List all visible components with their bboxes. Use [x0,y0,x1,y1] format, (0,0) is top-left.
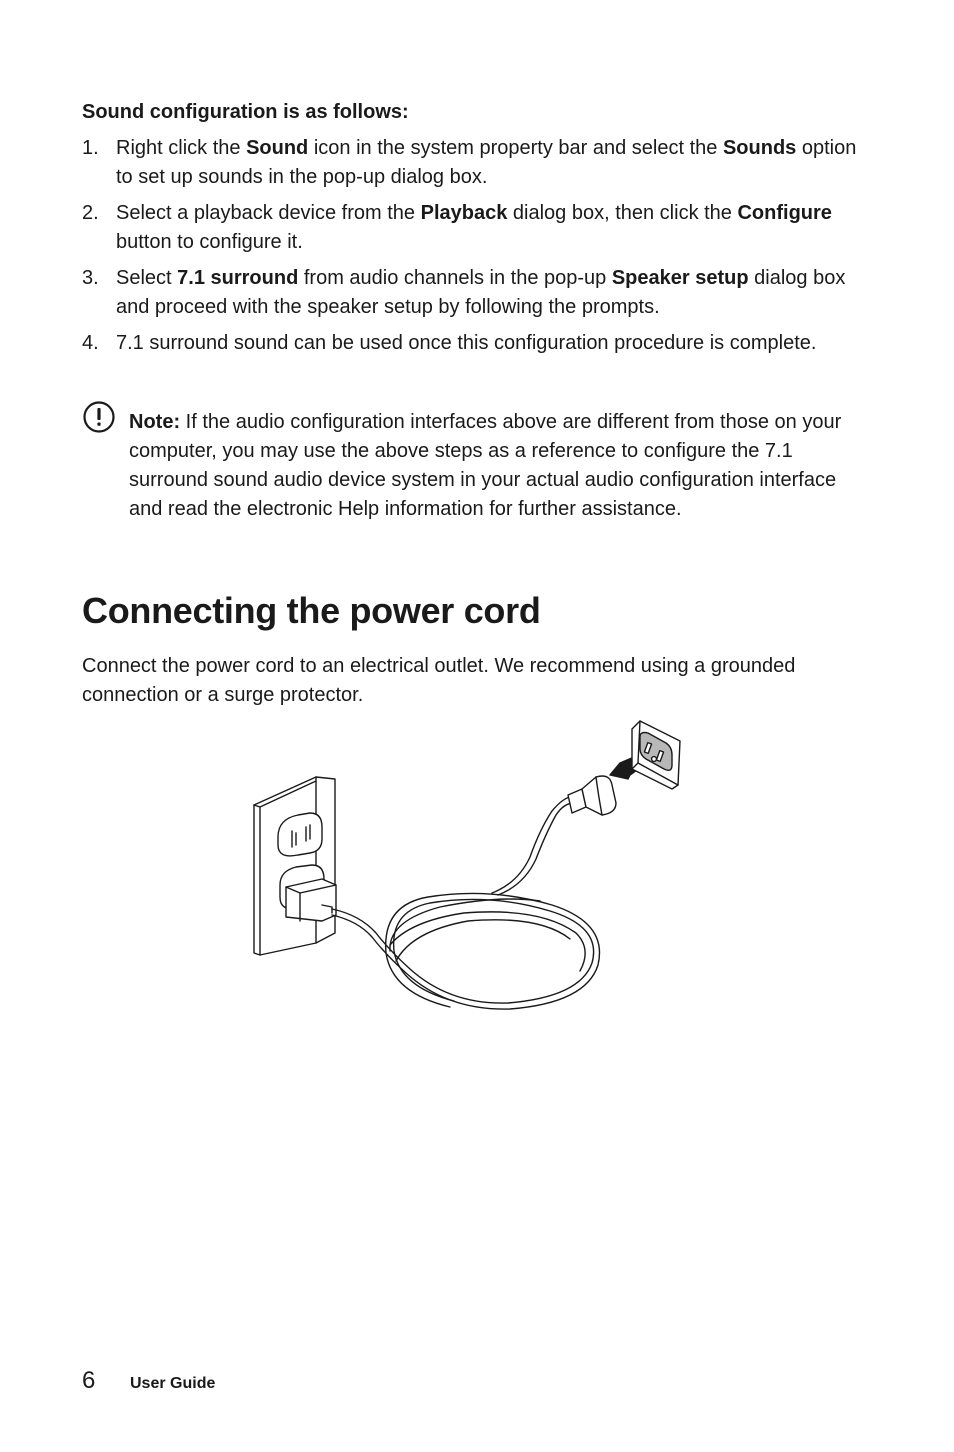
note-label: Note: [129,411,181,433]
steps-list [82,134,872,365]
ui-term: Sound [246,137,309,159]
ui-term: 7.1 surround [177,267,299,289]
footer-title: User Guide [130,1375,216,1392]
power-cord-illustration [240,715,700,1025]
list-item [82,134,872,192]
appliance-connector [568,776,616,815]
step-number: 1. [82,137,99,159]
cord-coil [332,797,600,1009]
ui-term: Configure [737,202,832,224]
section-heading: Connecting the power cord [82,590,541,631]
step-text: 7.1 surround sound can be used once this configuration procedure is complete. [116,332,817,354]
ui-term: Speaker setup [611,267,749,289]
list-item [82,264,872,322]
page-number: 6 [82,1367,96,1394]
step-number: 4. [82,332,99,354]
step-text: Right click the Sound icon in the system property bar and select the Sounds option to set up sounds in the pop-up dialog box. [116,137,857,188]
attention-icon [82,400,116,434]
wall-outlet-plate [254,777,336,955]
sound-config-intro: Sound configuration is as follows: [82,101,409,123]
page-footer [82,1366,482,1398]
note-text [129,400,872,524]
ui-term: Playback [420,202,508,224]
list-item [82,329,872,358]
note-block [82,400,872,524]
ui-term: Sounds [722,137,797,159]
step-text: Select 7.1 surround from audio channels in the pop-up Speaker setup dialog box and proceed with the speaker setup by following the prompts. [116,267,846,318]
list-item [82,199,872,257]
step-number: 2. [82,202,99,224]
power-inlet [632,721,680,789]
step-text: Select a playback device from the Playback dialog box, then click the Configure button to configure it. [116,202,832,253]
section-paragraph: Connect the power cord to an electrical outlet. We recommend using a grounded connection or a surge protector. [82,655,796,706]
note-body: If the audio configuration interfaces above are different from those on your computer, you may use the above steps as a reference to configure the 7.1 surround sound audio device system in your actual audio configuration interface and read the electronic Help information for further assistance. [129,411,842,520]
step-number: 3. [82,267,99,289]
